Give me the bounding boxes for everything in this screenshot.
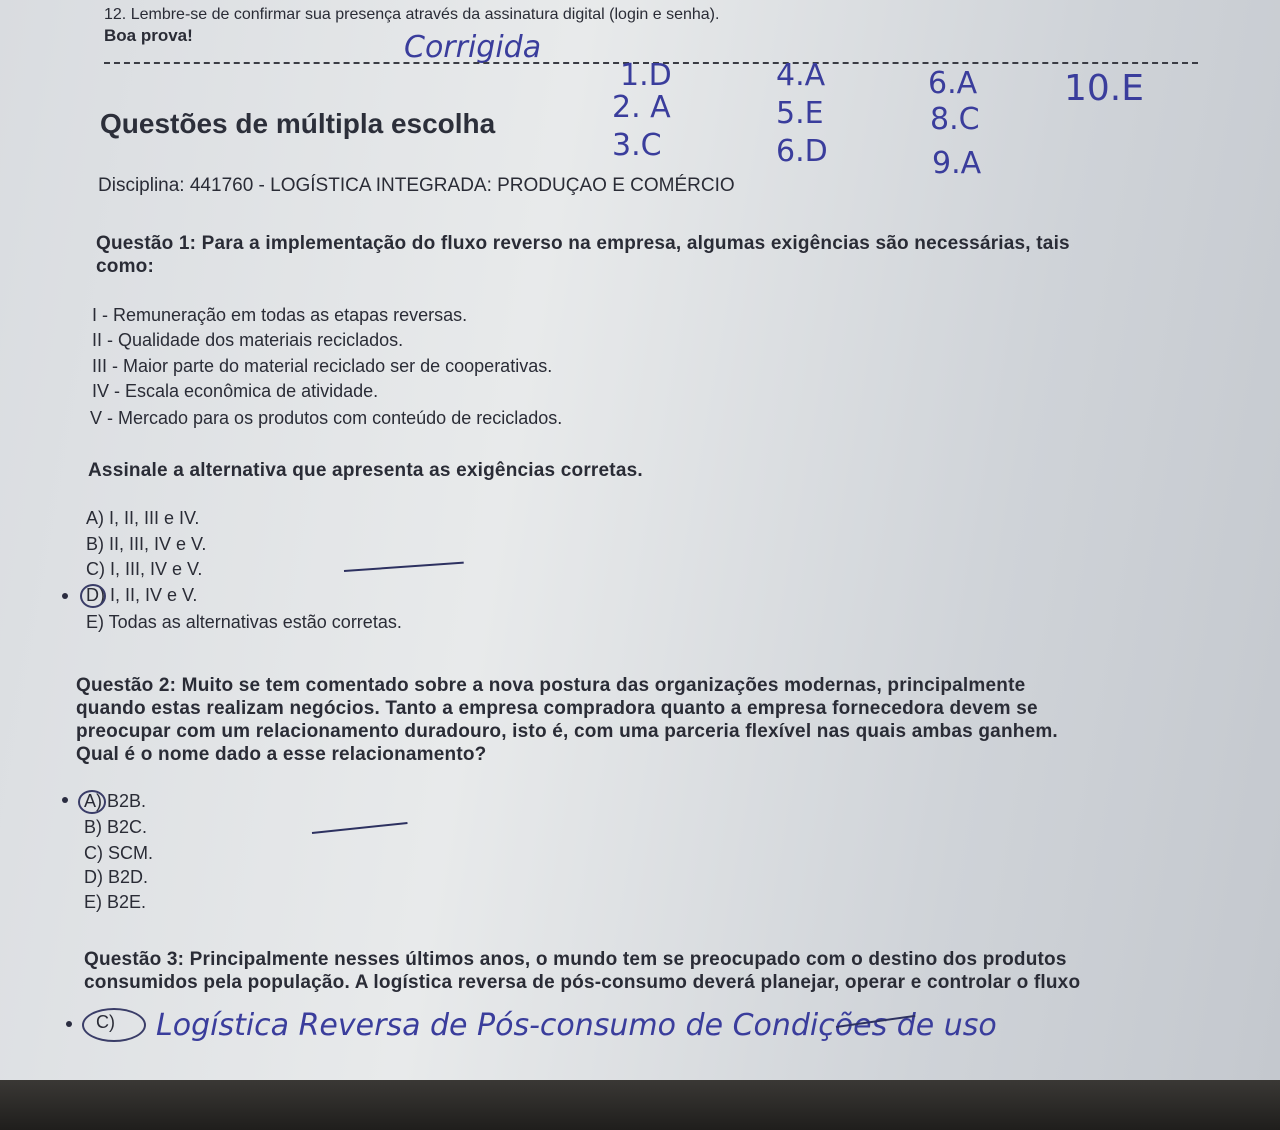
question-1-option-c[interactable]: C) I, III, IV e V. (86, 559, 203, 579)
question-1-option-d[interactable]: D) I, II, IV e V. (86, 585, 198, 605)
question-1-item-5: V - Mercado para os produtos com conteúdo de reciclados. (90, 408, 563, 428)
reminder-text: 12. Lembre-se de confirmar sua presença através da assinatura digital (login e senha). (104, 6, 720, 23)
question-1-stem-line-2: como: (96, 256, 154, 277)
handwritten-answer-7: 6.A (928, 66, 978, 101)
handwritten-answer-note: Logística Reversa de Pós-consumo de Condições de uso (156, 1008, 997, 1043)
question-1-item-3: III - Maior parte do material reciclado ser de cooperativas. (92, 356, 553, 376)
question-2-stem-line-3: preocupar com um relacionamento duradouro, isto é, com uma parceria flexível nas quais ambas ganhem. (76, 721, 1058, 742)
question-2-option-d[interactable]: D) B2D. (84, 867, 149, 887)
handwritten-answer-1: 1.D (620, 58, 672, 93)
handwritten-answer-4: 4.A (776, 58, 826, 93)
handwritten-answer-5: 5.E (776, 96, 824, 131)
question-1-option-b[interactable]: B) II, III, IV e V. (86, 534, 207, 554)
question-1-option-e[interactable]: E) Todas as alternativas estão corretas. (86, 612, 402, 632)
question-1-item-1: I - Remuneração em todas as etapas reversas. (92, 305, 468, 325)
correction-check-mark (312, 822, 408, 834)
question-3-stem-line-2: consumidos pela população. A logística reversa de pós-consumo deverá planejar, operar e controlar o fluxo (84, 972, 1081, 993)
question-2-stem-line-4: Qual é o nome dado a esse relacionamento? (76, 744, 487, 765)
section-title: Questões de múltipla escolha (100, 108, 496, 139)
selected-answer-dot (66, 1021, 72, 1027)
selected-answer-dot (62, 797, 68, 803)
answer-circle-mark (78, 790, 106, 814)
question-3-marked-option: C) (96, 1012, 115, 1032)
question-1-item-4: IV - Escala econômica de atividade. (92, 381, 379, 401)
question-1-item-2: II - Qualidade dos materiais reciclados. (92, 330, 404, 350)
answer-circle-mark (80, 584, 106, 608)
handwritten-answer-2: 2. A (612, 90, 671, 125)
question-2-option-b[interactable]: B) B2C. (84, 817, 148, 837)
question-1-option-a[interactable]: A) I, II, III e IV. (86, 508, 200, 528)
correction-check-mark (344, 562, 464, 572)
question-3-stem-line-1: Questão 3: Principalmente nesses últimos anos, o mundo tem se preocupado com o destino dos produtos (84, 949, 1067, 970)
discipline-text: Disciplina: 441760 - LOGÍSTICA INTEGRADA: PRODUÇAO E COMÉRCIO (98, 175, 735, 196)
handwritten-answer-3: 3.C (612, 128, 662, 163)
question-1-stem-line-1: Questão 1: Para a implementação do fluxo reverso na empresa, algumas exigências são necessárias, tais (96, 233, 1070, 254)
question-1-prompt: Assinale a alternativa que apresenta as exigências corretas. (88, 460, 643, 481)
handwritten-answer-10: 10.E (1064, 68, 1144, 109)
handwritten-answer-9: 9.A (932, 146, 982, 181)
question-2-option-e[interactable]: E) B2E. (84, 892, 147, 912)
selected-answer-dot (62, 593, 68, 599)
question-2-option-c[interactable]: C) SCM. (84, 843, 153, 863)
greeting-text: Boa prova! (104, 26, 193, 45)
question-2-stem-line-1: Questão 2: Muito se tem comentado sobre a nova postura das organizações modernas, principalmente (76, 675, 1026, 696)
question-2-option-a[interactable]: A) B2B. (84, 791, 147, 811)
handwritten-answer-6: 6.D (776, 134, 828, 169)
question-2-stem-line-2: quando estas realizam negócios. Tanto a empresa compradora quanto a empresa fornecedora devem se (76, 698, 1038, 719)
background-surface (0, 1080, 1280, 1130)
handwritten-answer-8: 8.C (930, 102, 980, 137)
handwritten-corrected-label: Corrigida (404, 30, 542, 65)
